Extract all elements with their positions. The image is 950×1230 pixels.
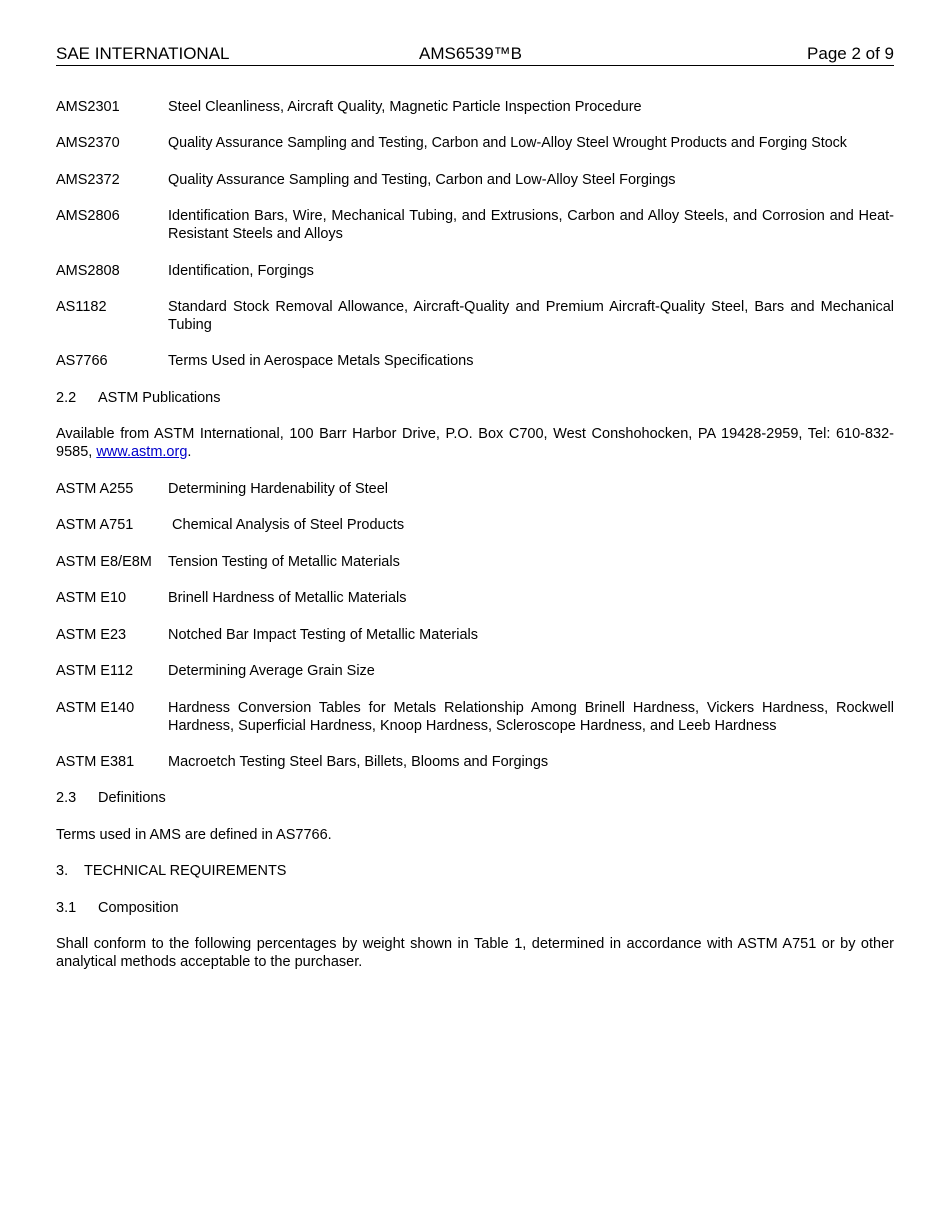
- reference-code: AS7766: [56, 353, 108, 369]
- reference-code: ASTM E112: [56, 663, 134, 679]
- section-number: 3.: [56, 863, 69, 879]
- section-heading-3: [56, 862, 894, 880]
- reference-title: Determining Average Grain Size: [168, 663, 375, 679]
- reference-code: ASTM A751: [56, 517, 134, 533]
- reference-astm-a255: [56, 480, 894, 498]
- reference-ams2301: [56, 98, 894, 116]
- reference-code: AMS2301: [56, 99, 120, 115]
- section-title: ASTM Publications: [98, 390, 221, 406]
- reference-code: AS1182: [56, 299, 107, 315]
- reference-astm-e8: [56, 553, 894, 571]
- reference-title: Quality Assurance Sampling and Testing, Carbon and Low-Alloy Steel Wrought Products and Forging Stock: [168, 135, 847, 151]
- reference-code: AMS2370: [56, 135, 120, 151]
- publisher-name: SAE INTERNATIONAL: [56, 44, 230, 63]
- section-title: Definitions: [98, 790, 166, 806]
- reference-as1182: [56, 298, 894, 334]
- reference-title: Determining Hardenability of Steel: [168, 481, 389, 497]
- reference-ams2808: [56, 262, 894, 280]
- reference-code: ASTM A255: [56, 481, 134, 497]
- reference-title: Tension Testing of Metallic Materials: [168, 554, 400, 570]
- section-number: 3.1: [56, 900, 77, 916]
- astm-availability-paragraph: [56, 425, 894, 461]
- reference-code: ASTM E10: [56, 590, 127, 606]
- section-number: 2.2: [56, 390, 77, 406]
- reference-code: ASTM E381: [56, 754, 135, 770]
- astm-website-link[interactable]: www.astm.org: [96, 444, 188, 460]
- composition-paragraph: Shall conform to the following percentages by weight shown in Table 1, determined in accordance with ASTM A751 or by other analytical methods acceptable to the purchaser.: [56, 936, 894, 970]
- reference-code: AMS2806: [56, 208, 120, 224]
- reference-title: Identification, Forgings: [168, 263, 314, 279]
- reference-code: ASTM E23: [56, 627, 127, 643]
- document-number: AMS6539™B: [419, 44, 522, 63]
- section-heading-3-1: [56, 899, 894, 917]
- reference-title: Identification Bars, Wire, Mechanical Tubing, and Extrusions, Carbon and Alloy Steels, and Corrosion and Heat-Resistant Steels and Alloys: [168, 208, 894, 242]
- definitions-paragraph: Terms used in AMS are defined in AS7766.: [56, 827, 332, 843]
- availability-end: .: [187, 444, 192, 460]
- availability-text: Available from ASTM International, 100 Barr Harbor Drive, P.O. Box C700, West Conshohocken, PA 19428-2959, Tel: 610-832-9585,: [56, 426, 894, 460]
- reference-title: Terms Used in Aerospace Metals Specifications: [168, 353, 474, 369]
- reference-astm-e140: [56, 699, 894, 735]
- reference-astm-e23: [56, 626, 894, 644]
- reference-code: AMS2372: [56, 172, 120, 188]
- reference-code: AMS2808: [56, 263, 120, 279]
- reference-title: Notched Bar Impact Testing of Metallic Materials: [168, 627, 479, 643]
- section-heading-2-3: [56, 789, 894, 807]
- reference-title: Quality Assurance Sampling and Testing, Carbon and Low-Alloy Steel Forgings: [168, 172, 676, 188]
- reference-ams2806: [56, 207, 894, 243]
- section-heading-2-2: [56, 389, 894, 407]
- section-number: 2.3: [56, 790, 77, 806]
- reference-title: Standard Stock Removal Allowance, Aircraft-Quality and Premium Aircraft-Quality Steel, Bars and Mechanical Tubing: [168, 299, 894, 333]
- reference-title: Hardness Conversion Tables for Metals Relationship Among Brinell Hardness, Vickers Hardness, Rockwell Hardness, Superficial Hardness, Knoop Hardness, Scleroscope Hardness, and Leeb Hardness: [168, 700, 894, 734]
- reference-title: Chemical Analysis of Steel Products: [168, 517, 405, 533]
- page-number: Page 2 of 9: [807, 44, 894, 63]
- reference-title: Macroetch Testing Steel Bars, Billets, Blooms and Forgings: [168, 754, 549, 770]
- section-title: TECHNICAL REQUIREMENTS: [84, 863, 287, 879]
- reference-ams2372: [56, 171, 894, 189]
- page-header: [56, 44, 894, 66]
- reference-astm-a751: [56, 516, 894, 534]
- reference-title: Brinell Hardness of Metallic Materials: [168, 590, 407, 606]
- reference-title: Steel Cleanliness, Aircraft Quality, Magnetic Particle Inspection Procedure: [168, 99, 642, 115]
- reference-astm-e381: [56, 753, 894, 771]
- section-title: Composition: [98, 900, 179, 916]
- reference-code: ASTM E140: [56, 700, 135, 716]
- reference-astm-e112: [56, 662, 894, 680]
- reference-ams2370: [56, 134, 894, 152]
- reference-code: ASTM E8/E8M: [56, 554, 152, 570]
- reference-astm-e10: [56, 589, 894, 607]
- reference-as7766: [56, 352, 894, 370]
